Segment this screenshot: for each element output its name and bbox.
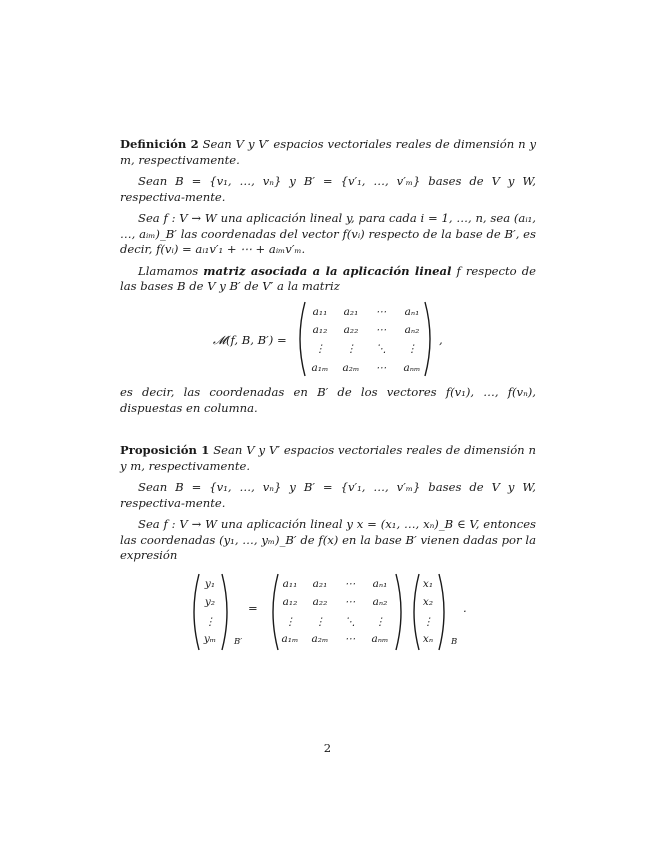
proposition-block — [120, 443, 536, 564]
x-vector-entry-1: x₁ — [422, 578, 434, 590]
definition-block — [120, 137, 536, 295]
def-matrix-cell-r1-c1: a₁₁ — [312, 306, 328, 318]
page-number: 2 — [323, 741, 332, 755]
prop-matrix-cell-r1-c4: aₙ₁ — [372, 578, 388, 590]
proposition-text-1: Sean V y V′ espacios vectoriales reales de dimensión n y m, respectivamente. — [120, 443, 537, 473]
y-right-paren — [220, 572, 234, 652]
def-matrix-cell-r2-c4: aₙ₂ — [404, 324, 420, 336]
x-vector-entry-3: ⋮ — [422, 616, 434, 628]
matrix-right-paren — [423, 300, 437, 378]
def-matrix-cell-r4-c2: a₂ₘ — [342, 362, 360, 374]
prop-matrix-cell-r1-c1: a₁₁ — [282, 578, 298, 590]
x-vector-entry-2: x₂ — [422, 596, 434, 608]
equation-period: . — [463, 601, 467, 615]
prop-matrix-cell-r4-c3: ⋯ — [344, 633, 356, 645]
definition-paragraph-4 — [120, 264, 536, 295]
definition-paragraph-2: Sean B = {v₁, …, vₙ} y B′ = {v′₁, …, v′ₘ} bases de V y W, respectiva-mente. — [120, 174, 536, 204]
prop-matrix-cell-r1-c2: a₂₁ — [312, 578, 328, 590]
definition-heading: Definición 2 — [120, 137, 199, 151]
def-matrix-cell-r3-c1: ⋮ — [314, 343, 326, 355]
def-matrix-cell-r3-c3: ⋱ — [375, 343, 387, 355]
def-matrix-cell-r2-c1: a₁₂ — [312, 324, 328, 336]
prop-matrix-cell-r2-c4: aₙ₂ — [372, 596, 388, 608]
definition-paragraph-3: Sea f : V → W una aplicación lineal y, para cada i = 1, …, n, sea (aᵢ₁, …, aᵢₘ)_B′ las coordenadas del vector f(vᵢ) respecto de la base de B′, es decir, f(vᵢ) = aᵢ₁v′₁ + ⋯ + aᵢₘv′ₘ. — [120, 211, 536, 256]
x-vector-entry-4: xₙ — [422, 633, 434, 645]
x-subscript: B — [451, 637, 458, 647]
definition-closing — [120, 385, 536, 416]
y-vector-entry-4: yₘ — [203, 633, 217, 645]
def-matrix-cell-r4-c1: a₁ₘ — [311, 362, 329, 374]
x-right-paren — [437, 572, 451, 652]
proposition-paragraph-2: Sean B = {v₁, …, vₙ} y B′ = {v′₁, …, v′ₘ} bases de V y W, respectiva-mente. — [120, 480, 536, 510]
equals-sign: = — [248, 601, 258, 615]
prop-matrix-cell-r3-c4: ⋮ — [374, 616, 386, 628]
prop-matrix-cell-r2-c3: ⋯ — [344, 596, 356, 608]
definition-text-1: Sean V y V′ espacios vectoriales reales de dimensión n y m, respectivamente. — [120, 137, 536, 167]
y-subscript: B′ — [234, 637, 243, 647]
definition-p4-post: f respecto de las bases B de V y B′ de V′ a la matriz — [120, 263, 536, 293]
definition-p4-pre: Llamamos — [138, 263, 199, 278]
y-vector-entry-3: ⋮ — [204, 616, 216, 628]
def-matrix-cell-r4-c4: aₙₘ — [403, 362, 421, 374]
matrix-label: 𝓜(f, B, B′) = — [213, 333, 287, 347]
a-right-paren — [394, 572, 408, 652]
prop-matrix-cell-r3-c1: ⋮ — [284, 616, 296, 628]
def-matrix-cell-r2-c3: ⋯ — [375, 324, 387, 336]
definition-term: matriz asociada a la aplicación lineal — [203, 263, 452, 278]
proposition-heading: Proposición 1 — [120, 443, 210, 457]
prop-matrix-cell-r4-c2: a₂ₘ — [311, 633, 329, 645]
def-matrix-cell-r2-c2: a₂₂ — [343, 324, 359, 336]
proposition-paragraph-3: Sea f : V → W una aplicación lineal y x = (x₁, …, xₙ)_B ∈ V, entonces las coordenadas (y₁, …, yₘ)_B′ de f(x) en la base B′ vienen dadas por la expresión — [120, 517, 536, 562]
definition-paragraph-1 — [120, 137, 536, 168]
prop-matrix-cell-r2-c2: a₂₂ — [312, 596, 328, 608]
definition-paragraph-5: es decir, las coordenadas en B′ de los vectores f(v₁), …, f(vₙ), dispuestas en columna. — [120, 385, 536, 415]
def-matrix-cell-r3-c2: ⋮ — [345, 343, 357, 355]
prop-matrix-cell-r4-c4: aₙₘ — [371, 633, 389, 645]
prop-matrix-cell-r1-c3: ⋯ — [344, 578, 356, 590]
prop-matrix-cell-r2-c1: a₁₂ — [282, 596, 298, 608]
def-matrix-cell-r1-c4: aₙ₁ — [404, 306, 420, 318]
def-matrix-cell-r4-c3: ⋯ — [375, 362, 387, 374]
def-matrix-cell-r1-c2: a₂₁ — [343, 306, 359, 318]
prop-matrix-cell-r3-c2: ⋮ — [314, 616, 326, 628]
proposition-paragraph-1 — [120, 443, 536, 474]
def-matrix-cell-r3-c4: ⋮ — [406, 343, 418, 355]
prop-matrix-cell-r3-c3: ⋱ — [344, 616, 356, 628]
def-matrix-cell-r1-c3: ⋯ — [375, 306, 387, 318]
y-vector-entry-1: y₁ — [204, 578, 216, 590]
matrix-trailing-comma: , — [439, 333, 443, 347]
prop-matrix-cell-r4-c1: a₁ₘ — [281, 633, 299, 645]
y-vector-entry-2: y₂ — [204, 596, 216, 608]
